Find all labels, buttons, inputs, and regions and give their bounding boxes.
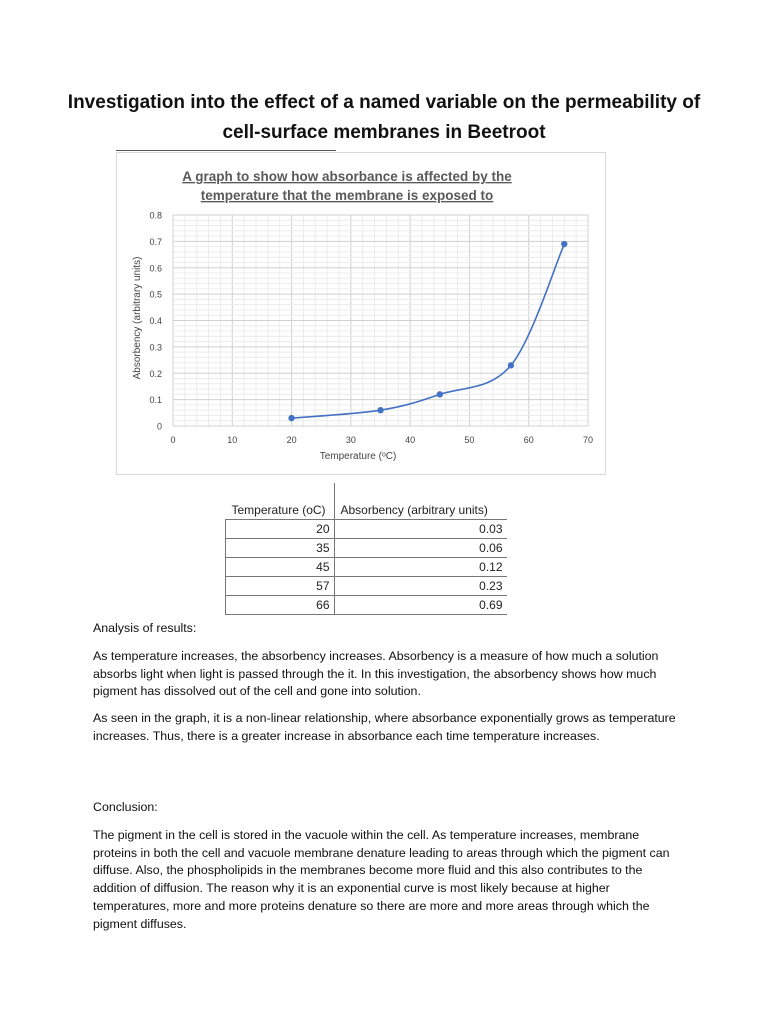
table-row xyxy=(226,558,507,577)
temperature-cell: 57 xyxy=(226,577,335,596)
y-tick-labels xyxy=(149,211,162,432)
absorbance-chart xyxy=(117,153,607,476)
table-row xyxy=(226,520,507,539)
absorbency-cell: 0.23 xyxy=(334,577,507,596)
data-point xyxy=(377,407,383,413)
y-tick-label: 0.4 xyxy=(149,316,162,326)
table-row xyxy=(226,577,507,596)
y-tick-label: 0.8 xyxy=(149,210,162,221)
y-tick-label: 0.3 xyxy=(149,342,162,353)
x-tick-label: 70 xyxy=(582,435,594,445)
table-header-temperature: Temperature (oC) xyxy=(226,483,335,520)
y-tick-label: 0.6 xyxy=(149,263,162,274)
absorbency-cell: 0.12 xyxy=(334,558,507,577)
temperature-cell: 66 xyxy=(226,596,335,615)
conclusion-paragraph: The pigment in the cell is stored in the vacuole within the cell. As temperature increases, membrane proteins in both the cell and vacuole membrane denature leading to areas through which the pigment can diffuse. Also, the phospholipids in the membranes become more fluid and this also contributes to the addition of diffusion. The reason why it is an exponential curve is most likely because at higher temperatures, more and more proteins denature so there are more and more areas through which the pigment diffuses. xyxy=(93,827,670,931)
y-tick-label: 0.5 xyxy=(149,289,162,300)
conclusion-section xyxy=(93,799,683,934)
y-tick-label: 0.1 xyxy=(149,395,162,406)
temperature-cell: 20 xyxy=(226,520,335,539)
temperature-cell: 45 xyxy=(226,558,335,577)
table-row xyxy=(226,539,507,558)
y-tick-label: 0.7 xyxy=(149,236,162,247)
x-tick-label: 0 xyxy=(170,435,176,445)
x-tick-label: 40 xyxy=(405,435,416,445)
chart-grid xyxy=(173,215,588,426)
analysis-heading: Analysis of results: xyxy=(93,621,197,635)
chart-title-line-2: temperature that the membrane is exposed to xyxy=(200,188,494,203)
absorbency-cell: 0.06 xyxy=(334,539,507,558)
chart-container xyxy=(116,152,606,475)
x-tick-labels xyxy=(170,435,593,445)
data-table xyxy=(225,483,507,615)
x-tick-label: 10 xyxy=(227,435,238,445)
data-point xyxy=(561,241,567,247)
x-tick-label: 50 xyxy=(464,435,475,445)
temperature-cell: 35 xyxy=(226,539,335,558)
title-rule xyxy=(116,150,336,151)
data-point xyxy=(437,391,443,397)
data-point xyxy=(508,362,514,368)
absorbency-cell: 0.03 xyxy=(334,520,507,539)
y-axis-label: Absorbency (arbitrary units) xyxy=(132,256,143,380)
absorbency-cell: 0.69 xyxy=(334,596,507,615)
analysis-paragraph-1: As temperature increases, the absorbency increases. Absorbency is a measure of how much a solution absorbs light when light is passed through the it. In this investigation, the absorbency shows how much pigment has dissolved out of the cell and gone into solution. xyxy=(93,648,659,699)
x-tick-label: 20 xyxy=(286,435,297,445)
analysis-paragraph-2: As seen in the graph, it is a non-linear relationship, where absorbance exponentially grows as temperature increases. Thus, there is a greater increase in absorbance each time temperature increases. xyxy=(93,711,676,743)
chart-title-line-1: A graph to show how absorbance is affected by the xyxy=(182,169,512,184)
table-row xyxy=(226,596,507,615)
x-axis-label: Temperature (ᵒC) xyxy=(319,451,397,462)
y-tick-label: 0 xyxy=(156,421,162,432)
analysis-section xyxy=(93,620,683,746)
x-tick-label: 60 xyxy=(523,435,534,445)
y-tick-label: 0.2 xyxy=(149,368,162,379)
page-title: Investigation into the effect of a named variable on the permeability of cell-surface membranes in Beetroot xyxy=(67,92,701,143)
x-tick-label: 30 xyxy=(345,435,356,445)
conclusion-heading: Conclusion: xyxy=(93,800,158,814)
table-header-absorbency: Absorbency (arbitrary units) xyxy=(334,483,507,520)
data-point xyxy=(288,415,294,421)
